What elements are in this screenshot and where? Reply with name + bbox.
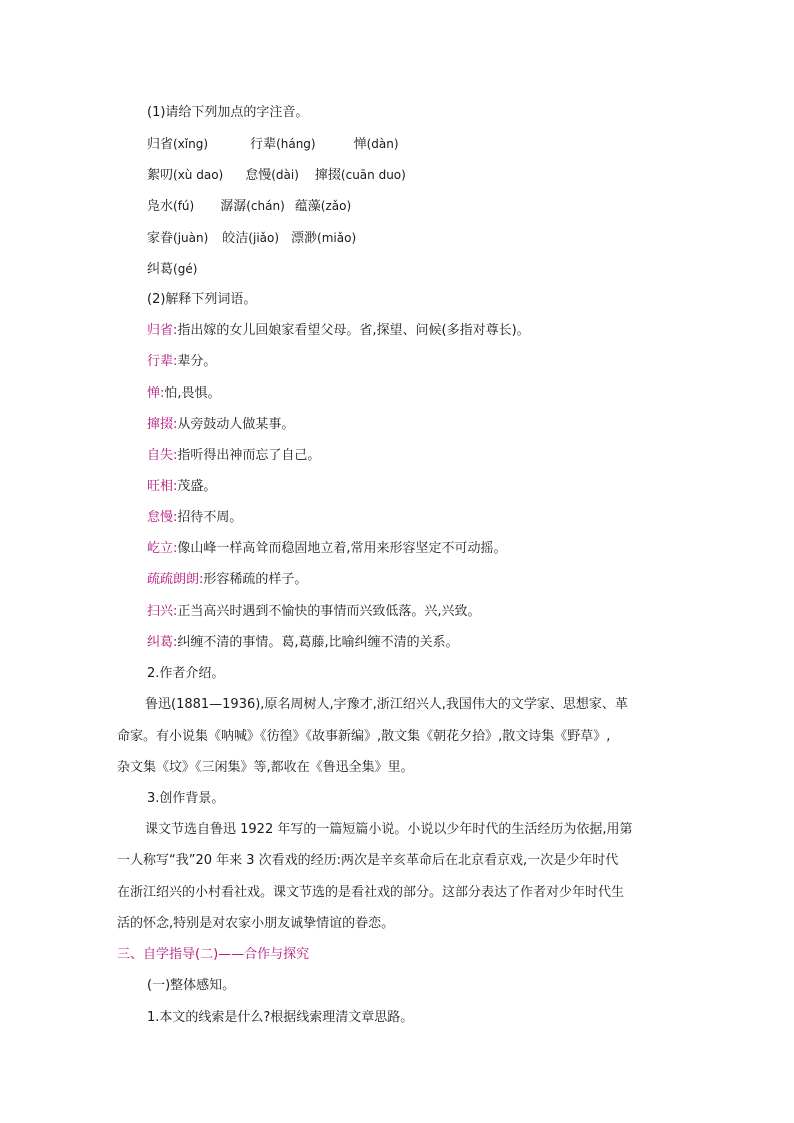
pron-word: 漂渺 bbox=[291, 231, 318, 246]
vocab-term: 行辈: bbox=[147, 354, 178, 369]
pron-word: 怠慢 bbox=[245, 168, 272, 183]
vocab-item bbox=[147, 322, 530, 340]
vocab-item bbox=[147, 385, 221, 403]
pron-pinyin: (cuān duo) bbox=[340, 168, 406, 182]
vocab-term: 自失: bbox=[147, 448, 178, 463]
vocab-item bbox=[147, 603, 481, 621]
vocab-definition: 招待不周。 bbox=[177, 510, 243, 525]
pron-pinyin: (háng) bbox=[276, 137, 316, 151]
pron-pinyin: (fú) bbox=[173, 199, 195, 213]
pron-word: 行辈 bbox=[250, 137, 277, 152]
pron-pinyin: (xǐng) bbox=[173, 137, 209, 151]
pron-word: 撺掇 bbox=[314, 168, 341, 183]
pronunciation-row bbox=[147, 197, 351, 216]
vocab-definition: 指听得出神而忘了自己。 bbox=[177, 448, 321, 463]
pron-pinyin: (dàn) bbox=[366, 137, 399, 151]
vocab-definition: 像山峰一样高耸而稳固地立着,常用来形容坚定不可动摇。 bbox=[177, 541, 507, 556]
pronunciation-row bbox=[147, 229, 356, 248]
vocab-item bbox=[147, 478, 216, 496]
vocab-definition: 茂盛。 bbox=[177, 479, 217, 494]
author-heading: 2.作者介绍。 bbox=[147, 666, 225, 681]
vocab-term: 归省: bbox=[147, 323, 178, 338]
vocab-item bbox=[147, 509, 242, 527]
pronunciation-row bbox=[147, 166, 406, 185]
vocab-definition: 辈分。 bbox=[177, 354, 217, 369]
section-title: 三、自学指导(二)——合作与探究 bbox=[117, 947, 310, 962]
pron-pinyin: (juàn) bbox=[173, 231, 209, 245]
background-line: 一人称写“我”20 年来 3 次看戏的经历:两次是辛亥革命后在北京看京戏,一次是少年时代 bbox=[117, 853, 619, 868]
vocab-definition: 怕,畏惧。 bbox=[164, 386, 221, 401]
background-line: 活的怀念,特别是对农家小朋友诚挚情谊的眷恋。 bbox=[117, 916, 395, 931]
vocab-definition: 指出嫁的女儿回娘家看望父母。省,探望、问候(多指对尊长)。 bbox=[177, 323, 530, 338]
pronunciation-row bbox=[147, 260, 197, 279]
vocab-heading: (2)解释下列词语。 bbox=[147, 292, 257, 307]
vocab-term: 怠慢: bbox=[147, 510, 178, 525]
vocab-item bbox=[147, 353, 216, 371]
author-text: 鲁迅(1881—1936),原名周树人,字豫才,浙江绍兴人,我国伟大的文学家、思想家、革 bbox=[145, 697, 628, 712]
vocab-term: 纠葛: bbox=[147, 635, 178, 650]
pron-pinyin: (jiǎo) bbox=[248, 231, 280, 245]
vocab-item bbox=[147, 634, 459, 652]
vocab-item bbox=[147, 540, 507, 558]
pron-word: 归省 bbox=[147, 137, 174, 152]
section-subheading: (一)整体感知。 bbox=[147, 978, 236, 993]
vocab-term: 疏疏朗朗: bbox=[147, 572, 204, 587]
pron-word: 惮 bbox=[353, 137, 367, 152]
vocab-item bbox=[147, 571, 307, 589]
background-line: 在浙江绍兴的小村看社戏。课文节选的是看社戏的部分。这部分表达了作者对少年时代生 bbox=[117, 885, 625, 900]
pron-word: 纠葛 bbox=[147, 262, 174, 277]
vocab-definition: 纠缠不清的事情。葛,葛藤,比喻纠缠不清的关系。 bbox=[177, 635, 459, 650]
vocab-term: 旺相: bbox=[147, 479, 178, 494]
background-heading: 3.创作背景。 bbox=[147, 791, 225, 806]
pron-word: 潺潺 bbox=[220, 199, 247, 214]
question-1: 1.本文的线索是什么?根据线索理清文章思路。 bbox=[147, 1010, 414, 1025]
pron-word: 絮叨 bbox=[147, 168, 174, 183]
pron-pinyin: (xù dao) bbox=[173, 168, 224, 182]
vocab-item bbox=[147, 447, 320, 465]
pron-pinyin: (dài) bbox=[271, 168, 299, 182]
background-text: 课文节选自鲁迅 1922 年写的一篇短篇小说。小说以少年时代的生活经历为依据,用第 bbox=[145, 822, 633, 837]
author-line bbox=[117, 696, 628, 714]
pron-word: 凫水 bbox=[147, 199, 174, 214]
vocab-definition: 从旁鼓动人做某事。 bbox=[177, 417, 295, 432]
pron-pinyin: (miǎo) bbox=[317, 231, 357, 245]
vocab-term: 屹立: bbox=[147, 541, 178, 556]
pron-pinyin: (chán) bbox=[246, 199, 285, 213]
pron-pinyin: (gé) bbox=[173, 262, 198, 276]
vocab-definition: 正当高兴时遇到不愉快的事情而兴致低落。兴,兴致。 bbox=[177, 604, 481, 619]
pron-word: 家眷 bbox=[147, 231, 174, 246]
vocab-item bbox=[147, 416, 294, 434]
pron-pinyin: (zǎo) bbox=[320, 199, 352, 213]
pron-word: 蕴藻 bbox=[294, 199, 321, 214]
author-line: 杂文集《坟》《三闲集》等,都收在《鲁迅全集》里。 bbox=[117, 760, 414, 775]
background-line bbox=[117, 821, 632, 839]
pronunciation-heading: (1)请给下列加点的字注音。 bbox=[147, 105, 309, 120]
vocab-definition: 形容稀疏的样子。 bbox=[203, 572, 308, 587]
vocab-term: 惮: bbox=[147, 386, 165, 401]
author-line: 命家。有小说集《呐喊》《彷徨》《故事新编》,散文集《朝花夕拾》,散文诗集《野草》, bbox=[117, 729, 611, 744]
pron-word: 皎洁 bbox=[222, 231, 249, 246]
vocab-term: 撺掇: bbox=[147, 417, 178, 432]
pronunciation-row bbox=[147, 135, 399, 154]
vocab-term: 扫兴: bbox=[147, 604, 178, 619]
